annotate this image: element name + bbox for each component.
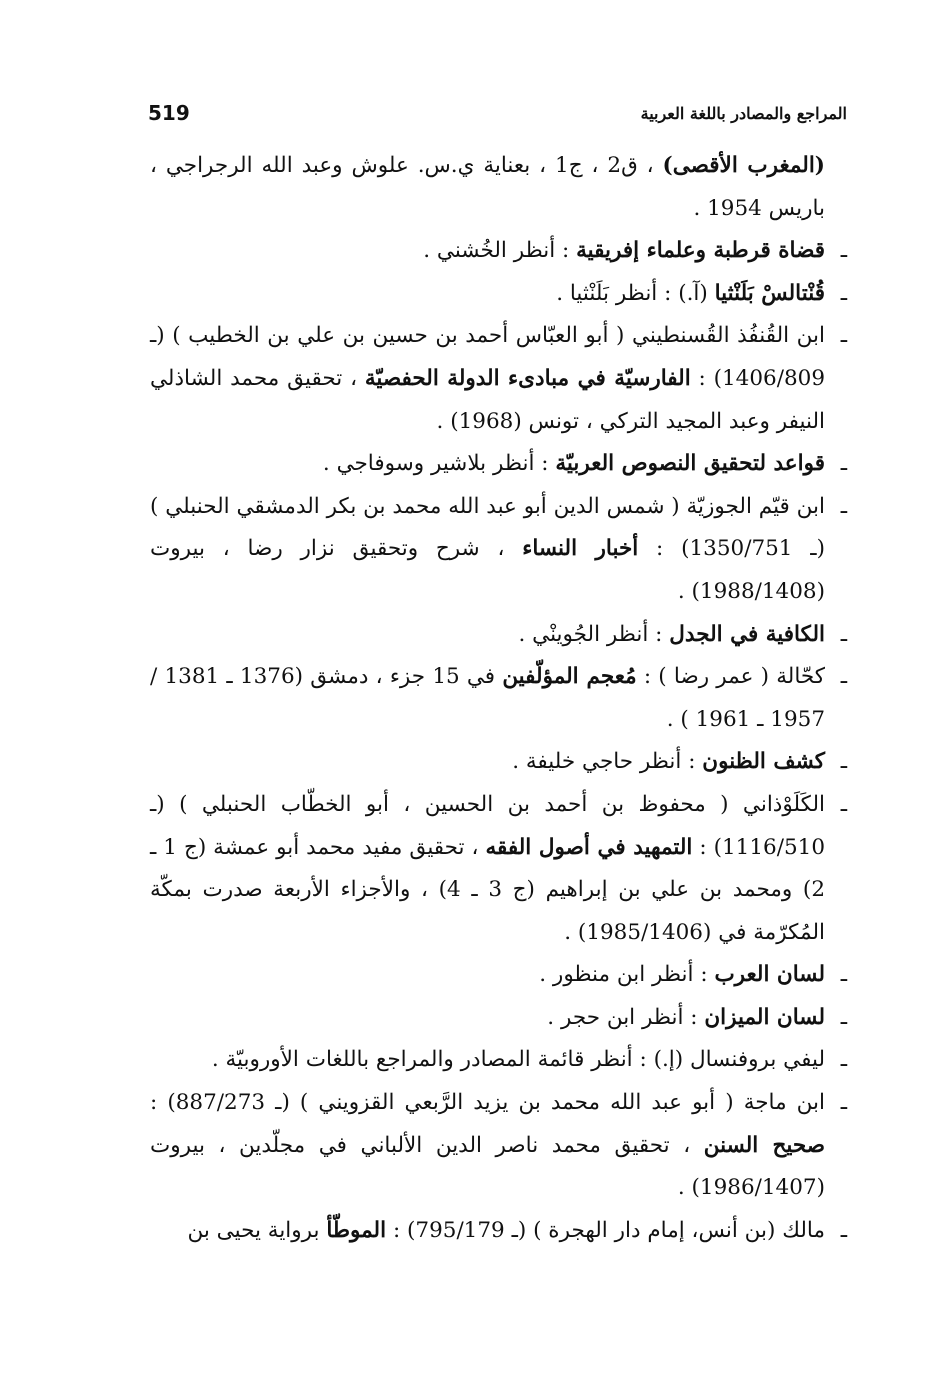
entry-text: ، ق2 ، ج1 ، بعناية ي.س. علوش وعبد الله الرجراجي ، باريس 1954 . — [150, 153, 825, 221]
entry-title: الفارسيّة في مبادىء الدولة الحفصيّة — [364, 365, 691, 391]
entry-text: : أنظر حاجي خليفة . — [512, 749, 696, 775]
bibliography-entry — [150, 954, 847, 997]
entry-text: : أنظر الخُشني . — [423, 238, 570, 264]
bibliography-entry — [150, 997, 847, 1040]
entry-text: برواية يحيى بن — [187, 1217, 320, 1243]
bibliography-list — [150, 145, 847, 1252]
entry-dash: ـ — [840, 1217, 847, 1243]
entry-text: : أنظر بلاشير وسوفاجي . — [322, 451, 549, 477]
entry-dash: ـ — [840, 791, 847, 817]
entry-author: ابن قيّم الجوزيّة ( شمس الدين أبو عبد الله محمد بن بكر الدمشقي الحنبلي ) (ـ 1350/751) : — [149, 493, 825, 562]
entry-text: ، تحقيق محمد الشاذلي النيفر وعبد المجيد التركي ، تونس (1968) . — [150, 365, 825, 434]
entry-dash: ـ — [840, 749, 847, 775]
bibliography-entry — [150, 1082, 847, 1210]
entry-text: ، شرح وتحقيق نزار رضا ، بيروت (1988/1408) . — [150, 536, 825, 604]
bibliography-entry — [150, 656, 847, 741]
entry-text: في 15 جزء ، دمشق (1376 ـ 1381 / 1957 ـ 1961 ) . — [150, 664, 825, 732]
entry-dash: ـ — [840, 493, 847, 519]
entry-author: ابن ماجة ( أبو عبد الله محمد بن يزيد الرَّبعي القزويني ) (ـ 887/273) : — [150, 1090, 825, 1116]
entry-author: الكَلَوْذاني ( محفوظ بن أحمد بن الحسين ، أبو الخطّاب الحنبلي ) (ـ 1116/510) : — [150, 791, 825, 860]
entry-dash: ـ — [840, 238, 847, 264]
page-number: 519 — [148, 101, 190, 125]
entry-author: مالك (بن أنس، إمام دار الهجرة ) (ـ 795/179) : — [392, 1217, 825, 1243]
entry-dash: ـ — [840, 1047, 847, 1073]
entry-author: كحّالة ( عمر رضا ) : — [643, 664, 825, 690]
entry-text: ، تحقيق مفيد محمد أبو عمشة (ج 1 ـ 2) ومحمد بن علي بن إبراهيم (ج 3 ـ 4) ، والأجزاء الأربعة صدرت بمكّة المُكرّمة في (1985/1406) . — [150, 834, 826, 945]
bibliography-entry — [150, 741, 847, 784]
entry-title: كشف الظنون — [702, 749, 825, 775]
entry-title: أخبار النساء — [522, 536, 639, 562]
entry-title: مُعجم المؤلّفين — [502, 664, 637, 690]
entry-title: قضاة قرطبة وعلماء إفريقية — [576, 238, 825, 264]
bibliography-entry — [150, 614, 847, 657]
bibliography-entry — [150, 273, 847, 316]
entry-author: ابن القُنفُذ القُسنطيني ( أبو العبّاس أحمد بن حسين بن علي بن الخطيب ) (ـ 1406/809) : — [150, 323, 825, 391]
entry-title: (المغرب الأقصى) — [662, 153, 825, 178]
entry-author: ليفي بروفنسال (إ.) : أنظر قائمة المصادر والمراجع باللغات الأوروبيّة . — [211, 1047, 825, 1073]
entry-dash: ـ — [840, 323, 847, 349]
entry-title: لسان الميزان — [704, 1004, 825, 1030]
running-title: المراجع والمصادر باللغة العربية — [640, 103, 847, 123]
entry-dash: ـ — [840, 621, 847, 647]
entry-dash: ـ — [840, 451, 847, 477]
entry-title: قواعد لتحقيق النصوص العربيّة — [555, 451, 825, 477]
entry-dash: ـ — [840, 280, 847, 306]
entry-title: لسان العرب — [714, 962, 825, 988]
bibliography-entry — [150, 784, 847, 954]
page-header — [148, 96, 847, 130]
entry-title: الموطّأ — [326, 1217, 387, 1243]
entry-title: صحيح السنن — [703, 1132, 826, 1158]
entry-title: التمهيد في أصول الفقه — [485, 834, 693, 860]
bibliography-entry — [150, 315, 847, 443]
bibliography-entry — [150, 486, 847, 614]
entry-dash: ـ — [840, 664, 847, 690]
bibliography-entry — [150, 145, 847, 230]
bibliography-entry — [150, 1210, 847, 1253]
entry-text: : أنظر ابن حجر . — [547, 1004, 698, 1030]
entry-dash: ـ — [840, 1004, 847, 1030]
entry-title: قُنْتالسْ بَلَنْثيا — [714, 280, 825, 306]
entry-dash: ـ — [840, 962, 847, 988]
entry-dash: ـ — [840, 1090, 847, 1116]
bibliography-entry — [150, 443, 847, 486]
entry-text: ، تحقيق محمد ناصر الدين الألباني في مجلّدين ، بيروت (1986/1407) . — [150, 1132, 825, 1201]
bibliography-entry — [150, 230, 847, 273]
bibliography-entry — [150, 1039, 847, 1082]
entry-title: الكافية في الجدل — [669, 621, 825, 647]
entry-text: : أنظر ابن منظور . — [539, 962, 708, 988]
entry-text: (آ.) : أنظر بَلَنْثيا . — [556, 280, 708, 306]
entry-text: : أنظر الجُوينْي . — [518, 621, 663, 647]
